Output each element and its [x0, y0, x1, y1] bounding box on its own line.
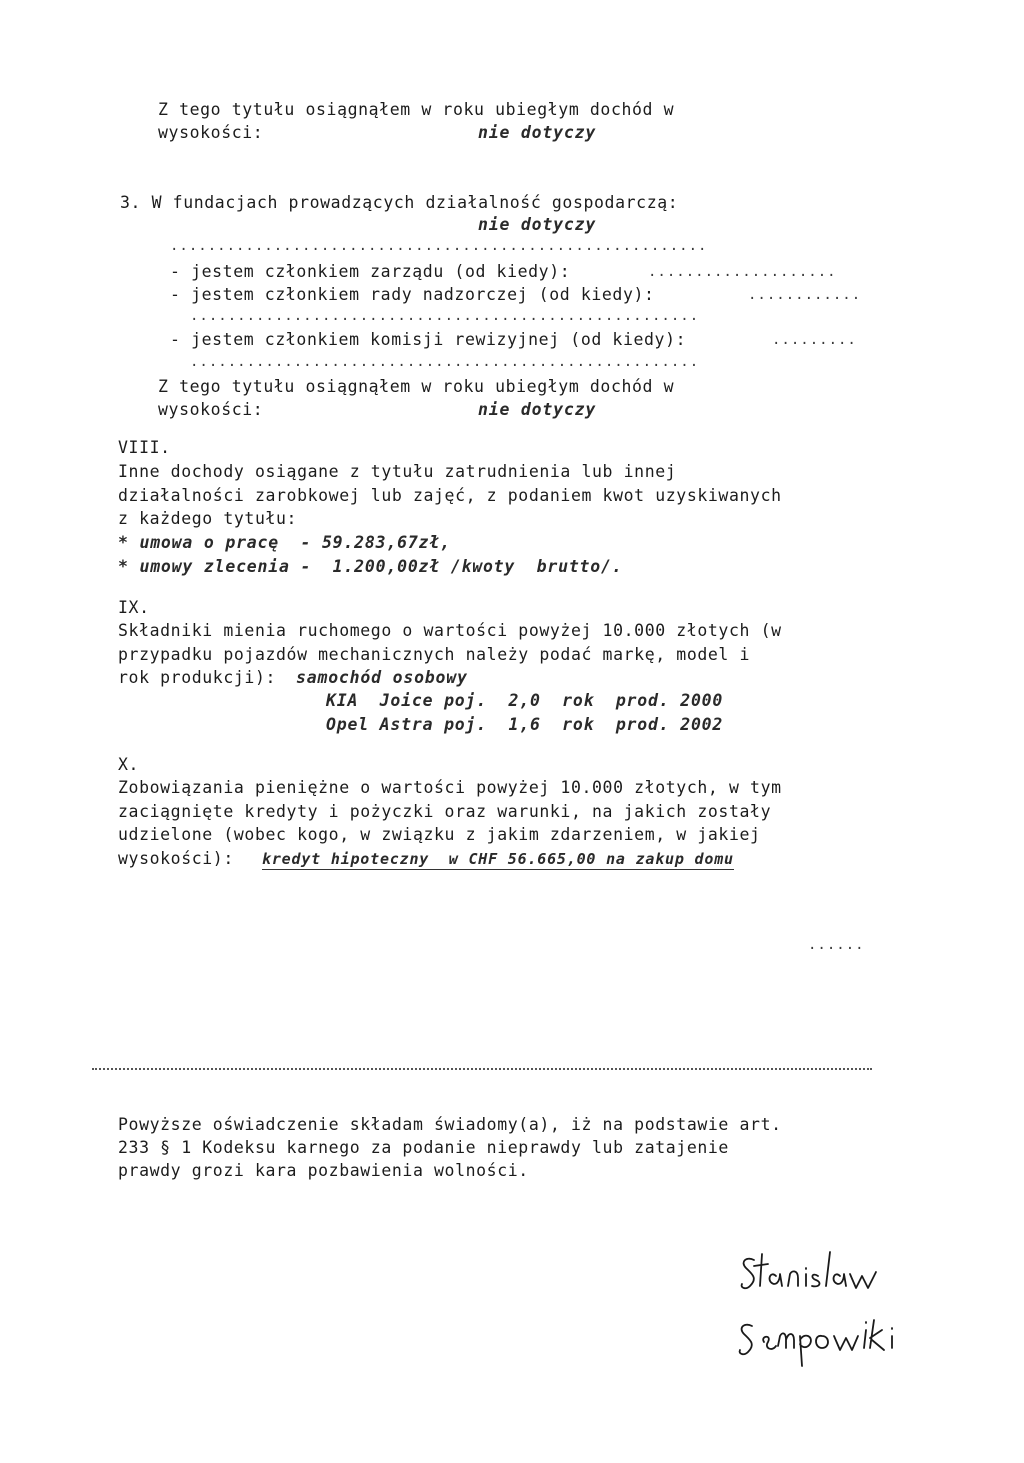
income-label: wysokości:	[158, 400, 264, 419]
declaration-text: Powyższe oświadczenie składam świadomy(a), iż na podstawie art.	[118, 1115, 782, 1134]
handwritten-signature	[738, 1248, 908, 1388]
board-label: - jestem członkiem zarządu (od kiedy):	[170, 262, 571, 281]
income-entry: * umowy zlecenia - 1.200,00zł /kwoty brutto/.	[118, 557, 623, 576]
section-viii-text: Inne dochody osiągane z tytułu zatrudnienia lub innej	[118, 462, 677, 481]
income-value: nie dotyczy	[478, 123, 597, 142]
section-x-text: udzielone (wobec kogo, w związku z jakim zdarzeniem, w jakiej	[118, 825, 761, 844]
supervisory-label: - jestem członkiem rady nadzorczej (od kiedy):	[170, 285, 655, 304]
vehicle-entry: Opel Astra poj. 1,6 rok prod. 2002	[326, 715, 724, 734]
liability-value: kredyt hipoteczny w CHF 56.665,00 na zakup domu	[262, 850, 734, 868]
separator-line	[92, 1068, 872, 1070]
audit-label: - jestem członkiem komisji rewizyjnej (od kiedy):	[170, 330, 687, 349]
section-x-text: Zobowiązania pieniężne o wartości powyżej 10.000 złotych, w tym	[118, 778, 782, 797]
section-viii-text: z każdego tytułu:	[118, 509, 298, 528]
section-ix-text: rok produkcji):	[118, 668, 277, 687]
section-x-text: zaciągnięte kredyty i pożyczki oraz warunki, na jakich zostały	[118, 802, 772, 821]
movable-property-value: samochód osobowy	[296, 668, 468, 687]
board-dots: ....................	[648, 264, 837, 280]
item3-heading: 3. W fundacjach prowadzących działalność gospodarczą:	[120, 193, 679, 212]
dotted-line: ......................................................	[190, 308, 700, 324]
section-viii-numeral: VIII.	[118, 438, 171, 457]
declaration-text: prawdy grozi kara pozbawienia wolności.	[118, 1161, 529, 1180]
supervisory-dots: ............	[748, 287, 862, 303]
vehicle-entry: KIA Joice poj. 2,0 rok prod. 2000	[326, 691, 724, 710]
income-value: nie dotyczy	[478, 400, 597, 419]
dotted-line: ......................................................	[190, 354, 700, 370]
section-ix-text: Składniki mienia ruchomego o wartości powyżej 10.000 złotych (w	[118, 621, 782, 640]
section-x-numeral: X.	[118, 755, 140, 774]
declaration-text: 233 § 1 Kodeksu karnego za podanie nieprawdy lub zatajenie	[118, 1138, 729, 1157]
dotted-line: ......	[808, 937, 865, 953]
section-ix-text: przypadku pojazdów mechanicznych należy podać markę, model i	[118, 645, 751, 664]
income-line: Z tego tytułu osiągnąłem w roku ubiegłym dochód w	[158, 100, 675, 119]
audit-dots: .........	[772, 332, 857, 348]
section-ix-numeral: IX.	[118, 598, 150, 617]
section-x-label: wysokości):	[118, 849, 234, 868]
income-entry: * umowa o pracę - 59.283,67zł,	[118, 533, 451, 552]
income-label: wysokości:	[158, 123, 264, 142]
income-line: Z tego tytułu osiągnąłem w roku ubiegłym dochód w	[158, 377, 675, 396]
dotted-line: .........................................................	[170, 238, 708, 254]
item3-value: nie dotyczy	[478, 215, 597, 234]
section-viii-text: działalności zarobkowej lub zajęć, z podaniem kwot uzyskiwanych	[118, 486, 782, 505]
